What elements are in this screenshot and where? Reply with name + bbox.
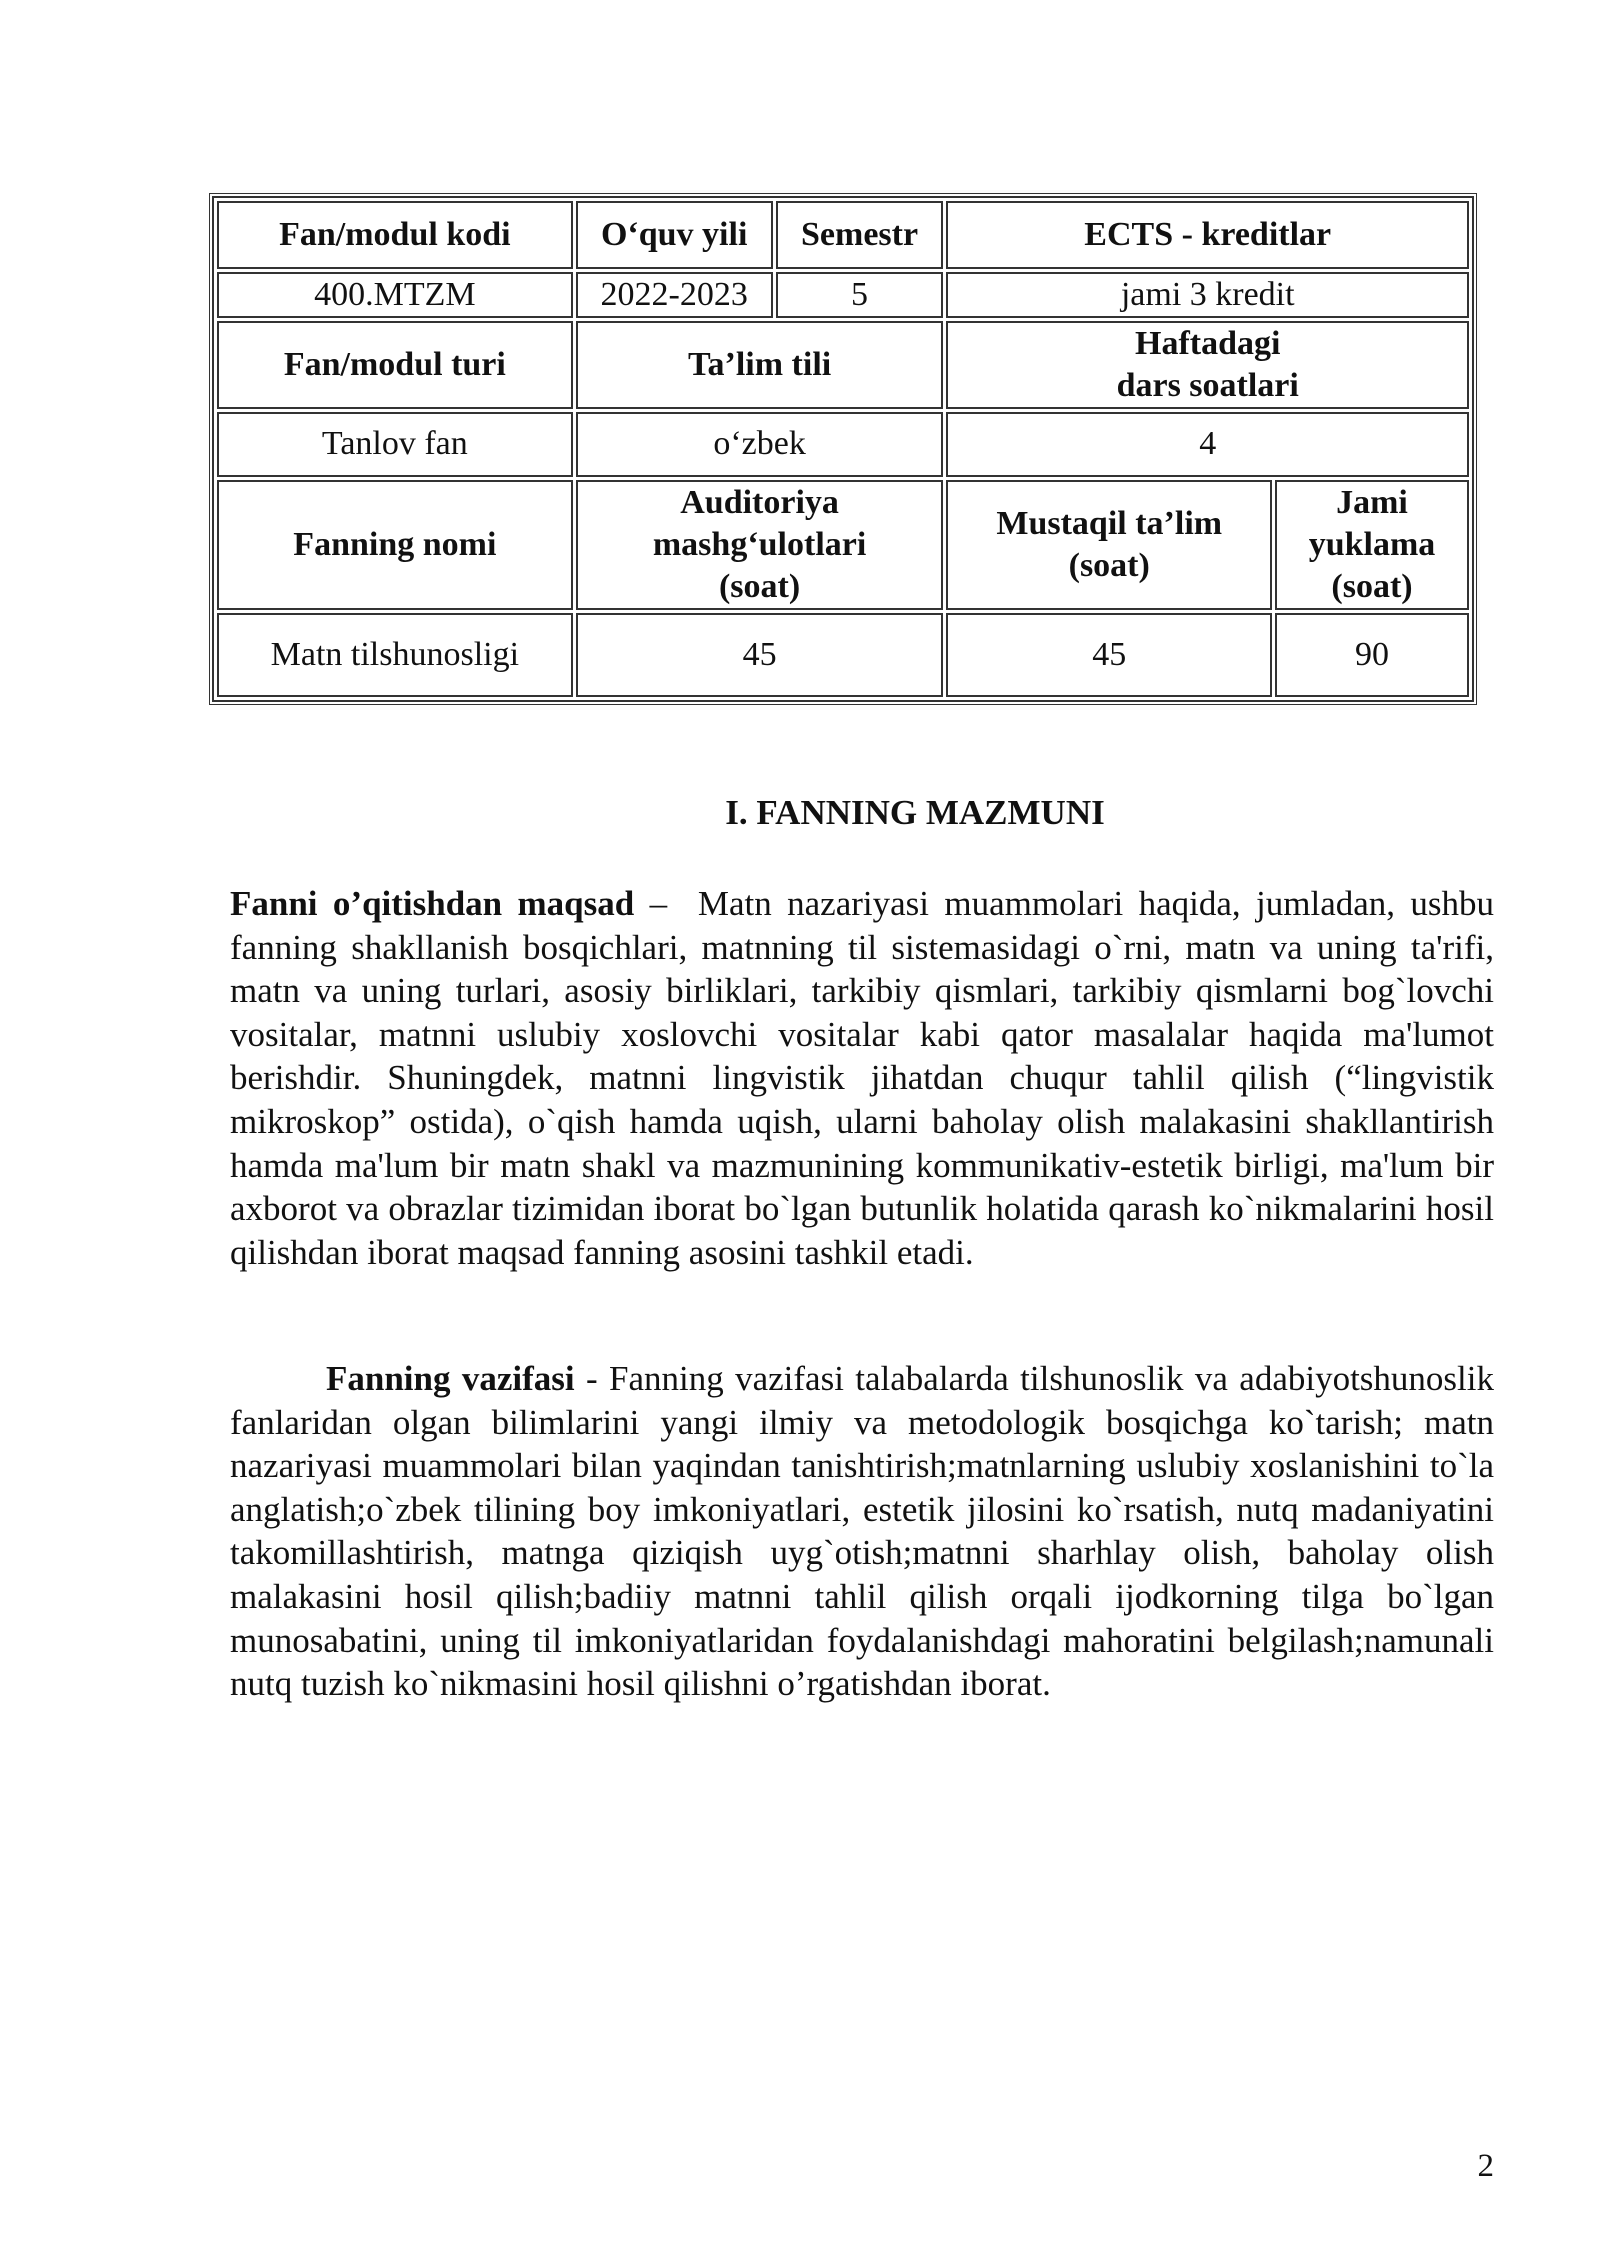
- language-value: o‘zbek: [576, 412, 944, 476]
- task-dash: -: [574, 1359, 610, 1398]
- code-value: 400.MTZM: [217, 272, 573, 318]
- auditorium-header-line1: Auditoriya: [680, 483, 839, 521]
- task-paragraph: [230, 1357, 1494, 1706]
- type-header: Fan/modul turi: [217, 321, 573, 409]
- type-value: Tanlov fan: [217, 412, 573, 476]
- auditorium-hours-header: [576, 480, 944, 610]
- goal-dash: –: [634, 884, 698, 923]
- code-header: Fan/modul kodi: [217, 201, 573, 269]
- table-row: [217, 613, 1469, 697]
- independent-hours-value: 45: [946, 613, 1272, 697]
- section-title: I. FANNING MAZMUNI: [725, 793, 1105, 832]
- weekly-hours-value: 4: [946, 412, 1469, 476]
- total-hours-header: [1275, 480, 1469, 610]
- auditorium-hours-value: 45: [576, 613, 944, 697]
- goal-text: Matn nazariyasi muammolari haqida, jumladan, ushbu fanning shakllanish bosqichlari, matnning til sistemasidagi o`rni, matn va uning ta'rifi, matn va uning turlari, asosiy birliklari, tarkibiy qismlari, tarkibiy qismlarni bog`lovchi vositalar, matnni uslubiy xoslovchi vositalar kabi qator masalalar haqida ma'lumot berishdir. Shuningdek, matnni lingvistik jihatdan chuqur tahlil qilish (“lingvistik mikroskop” ostida), o`qish hamda uqish, ularni baholay olish malakasini shakllantirish hamda ma'lum bir matn shakl va mazmunining kommunikativ-estetik birligi, ma'lum bir axborot va obrazlar tizimidan iborat bo`lgan butunlik holatida qarash ko`nikmalarini hosil qilishdan iborat maqsad fanning asosini tashkil etadi.: [230, 884, 1495, 1272]
- auditorium-header-line3: (soat): [718, 567, 801, 605]
- total-header-line3: (soat): [1331, 567, 1413, 605]
- weekly-hours-header-line1: Haftadagi: [1135, 325, 1281, 363]
- table-row: [217, 480, 1469, 610]
- total-header-line1: Jami: [1336, 483, 1408, 521]
- task-text: Fanning vazifasi talabalarda tilshunoslik va adabiyotshunoslik fanlaridan olgan bilimlarini yangi ilmiy va metodologik bosqichga ko`tarish; matn nazariyasi muammolari bilan yaqindan tanishtirish;matnlarning uslubiy xoslanishini to`la anglatish;o`zbek tilining boy imkoniyatlari, estetik jilosini ko`rsatish, nutq madaniyatini takomillashtirish, matnga qiziqish uyg`otish;matnni sharhlay olish, baholay olish malakasini hosil qilish;badiiy matnni tahlil qilish orqali ijodkorning tilga bo`lgan munosabatini, uning til imkoniyatlaridan foydalanishdagi mahoratini belgilash;namunali nutq tuzish ko`nikmasini hosil qilishni o’rgatishdan iborat.: [230, 1359, 1494, 1704]
- table-row: [217, 272, 1469, 318]
- total-header-line2: yuklama: [1308, 525, 1436, 563]
- course-info-table: [212, 196, 1474, 702]
- language-header: Ta’lim tili: [576, 321, 944, 409]
- course-name-value: Matn tilshunosligi: [217, 613, 573, 697]
- independent-hours-header: [946, 480, 1272, 610]
- semester-value: 5: [776, 272, 944, 318]
- ects-value: jami 3 kredit: [946, 272, 1469, 318]
- independent-header-line2: (soat): [1068, 546, 1150, 584]
- table-row: [217, 201, 1469, 269]
- independent-header-line1: Mustaqil ta’lim: [996, 504, 1223, 542]
- ects-header: ECTS - kreditlar: [946, 201, 1469, 269]
- table-row: [217, 412, 1469, 476]
- weekly-hours-header: [946, 321, 1469, 409]
- auditorium-header-line2: mashg‘ulotlari: [652, 525, 867, 563]
- goal-paragraph: [230, 882, 1494, 1274]
- semester-header: Semestr: [776, 201, 944, 269]
- task-label: Fanning vazifasi: [326, 1359, 575, 1398]
- page-number: 2: [1477, 2148, 1494, 2184]
- goal-label: Fanni o’qitishdan maqsad: [230, 884, 635, 923]
- year-header: O‘quv yili: [576, 201, 773, 269]
- weekly-hours-header-line2: dars soatlari: [1116, 367, 1299, 405]
- total-hours-value: 90: [1275, 613, 1469, 697]
- table-row: [217, 321, 1469, 409]
- year-value: 2022-2023: [576, 272, 773, 318]
- course-name-header: Fanning nomi: [217, 480, 573, 610]
